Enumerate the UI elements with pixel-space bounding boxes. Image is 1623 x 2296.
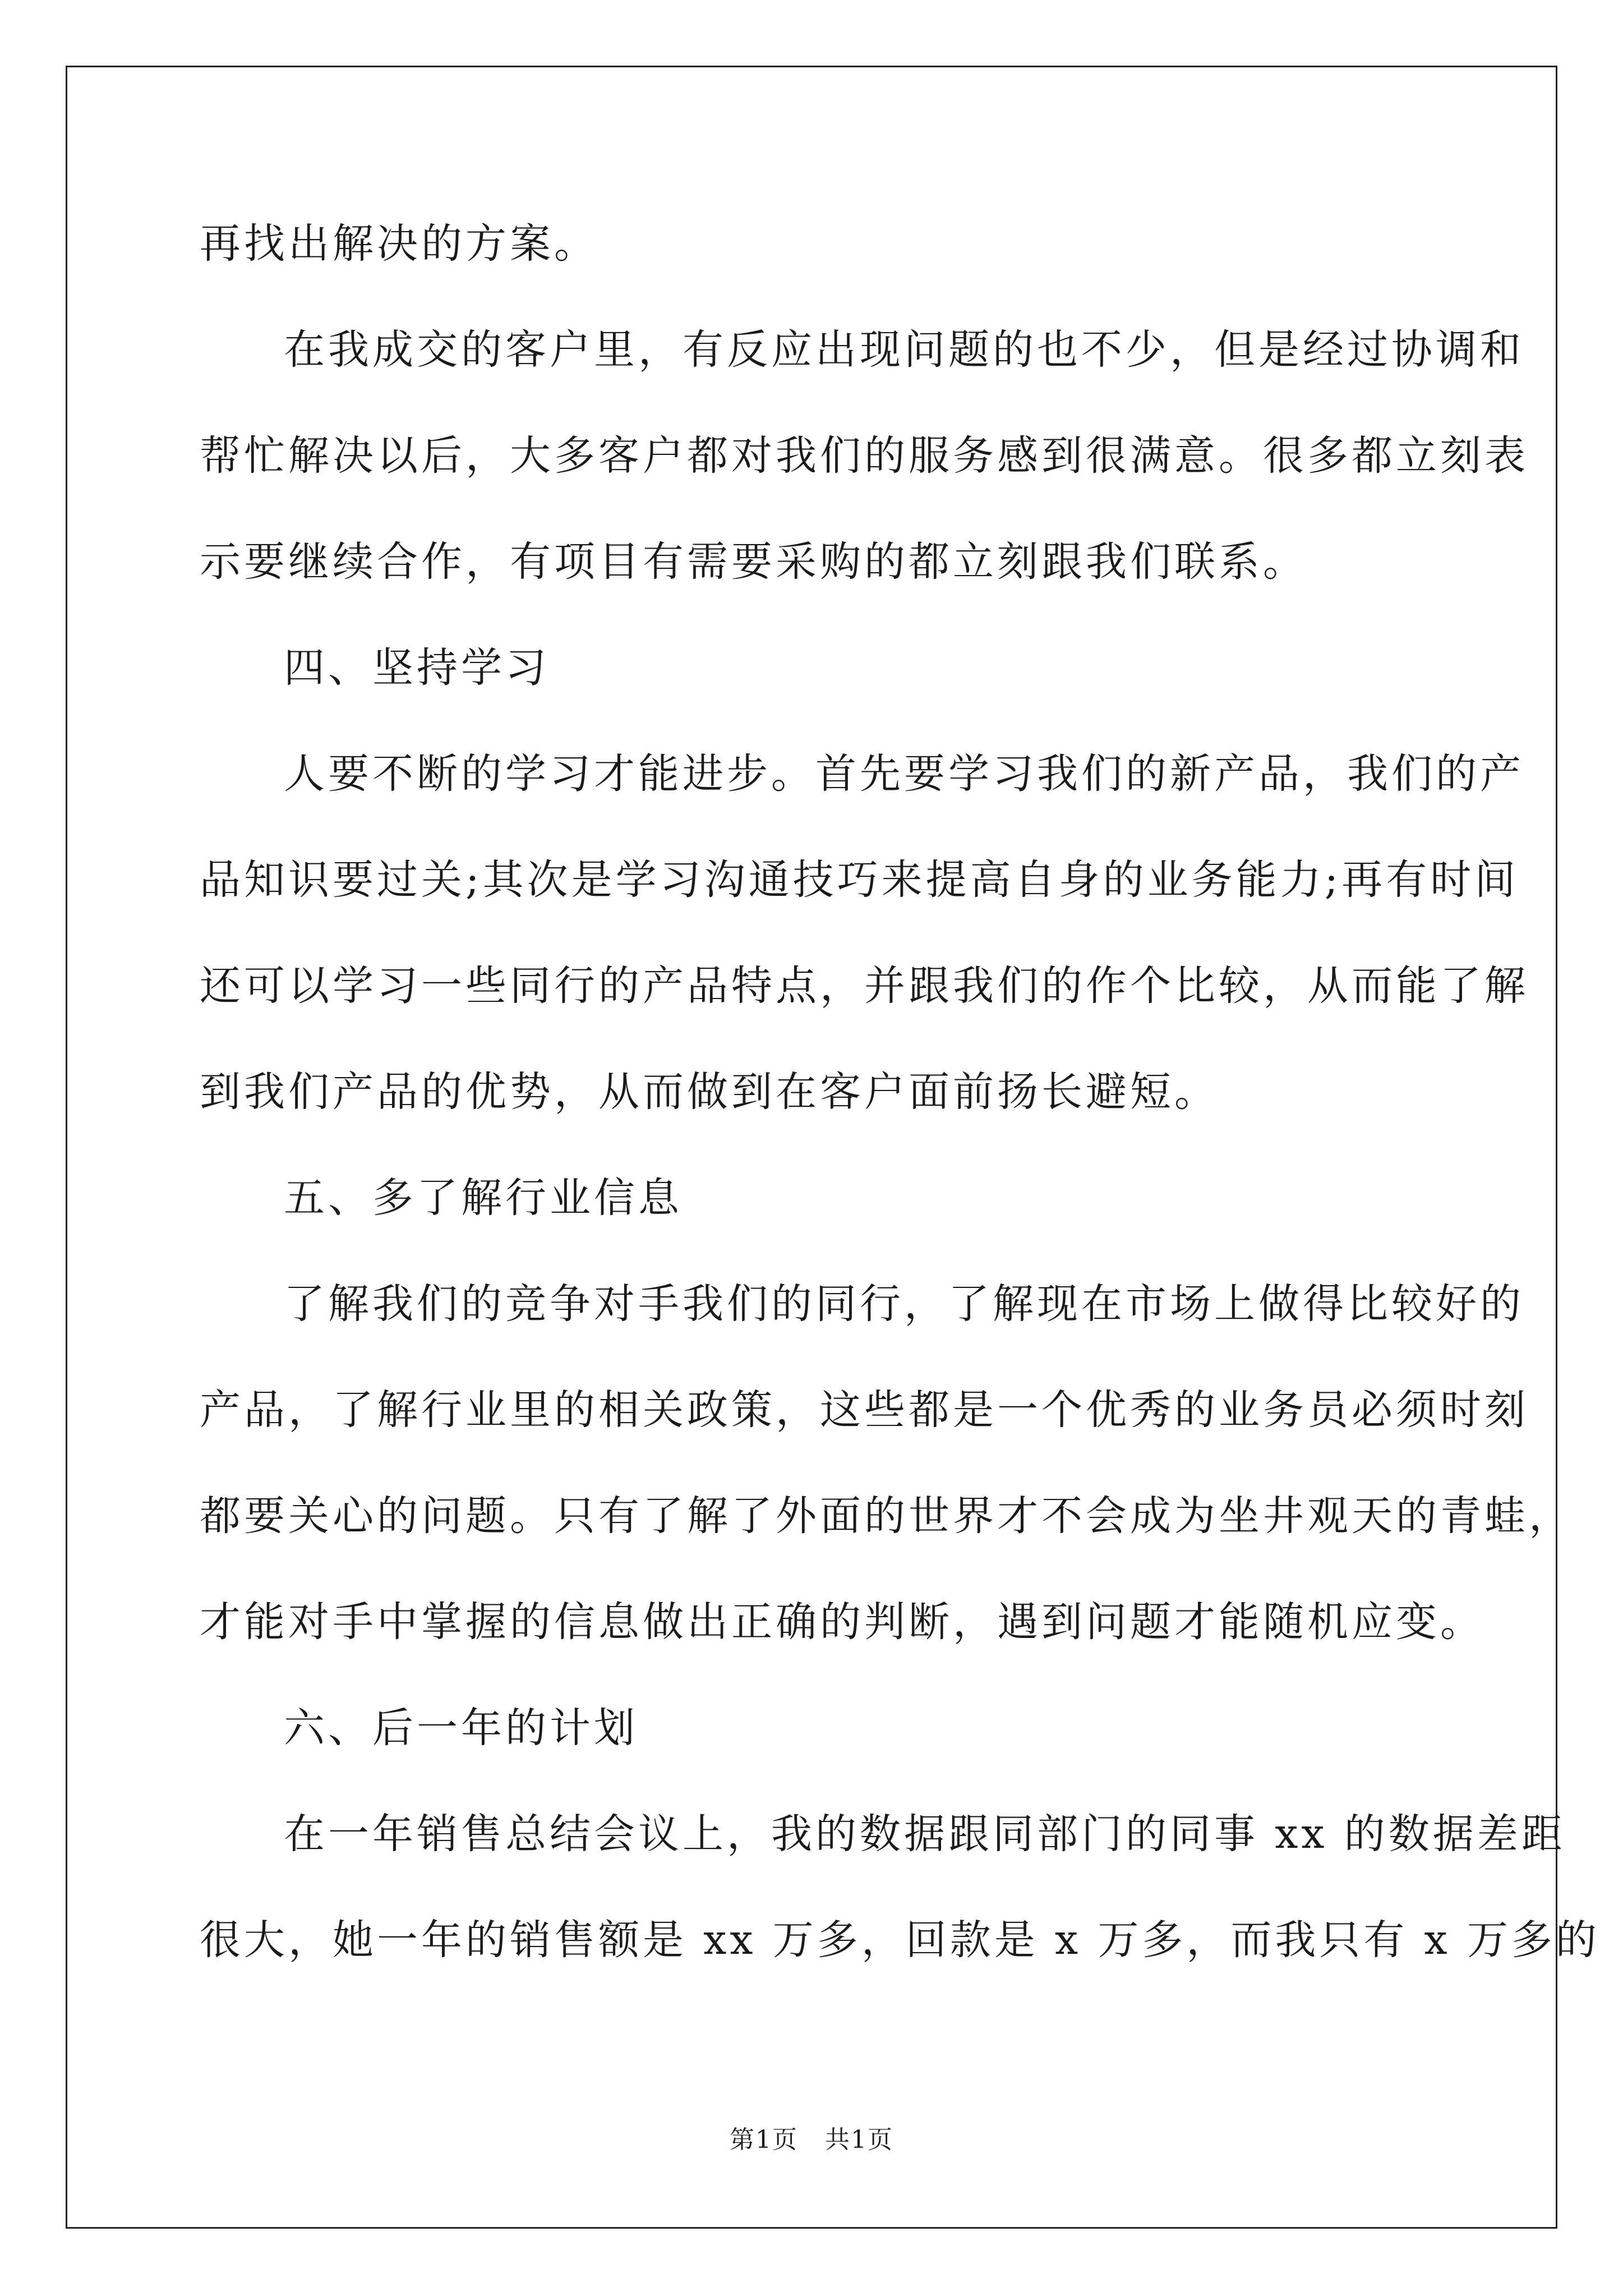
text-line: 帮忙解决以后，大多客户都对我们的服务感到很满意。很多都立刻表 <box>200 432 1529 480</box>
text-line: 示要继续合作，有项目有需要采购的都立刻跟我们联系。 <box>200 538 1307 586</box>
section-heading: 六、后一年的计划 <box>284 1704 638 1752</box>
text-line: 人要不断的学习才能进步。首先要学习我们的新产品，我们的产 <box>284 750 1524 798</box>
text-line: 品知识要过关;其次是学习沟通技巧来提高自身的业务能力;再有时间 <box>200 856 1519 904</box>
text-line: 了解我们的竞争对手我们的同行，了解现在市场上做得比较好的 <box>284 1280 1524 1328</box>
text-line: 再找出解决的方案。 <box>200 220 598 268</box>
text-line: 都要关心的问题。只有了解了外面的世界才不会成为坐井观天的青蛙， <box>200 1492 1573 1540</box>
text-line: 到我们产品的优势，从而做到在客户面前扬长避短。 <box>200 1068 1219 1116</box>
text-line: 在一年销售总结会议上，我的数据跟同部门的同事 xx 的数据差距 <box>284 1810 1566 1858</box>
text-line: 产品，了解行业里的相关政策，这些都是一个优秀的业务员必须时刻 <box>200 1386 1529 1434</box>
document-body <box>200 191 1600 1993</box>
text-line: 很大，她一年的销售额是 xx 万多，回款是 x 万多，而我只有 x 万多的 <box>200 1916 1600 1964</box>
text-line: 在我成交的客户里，有反应出现问题的也不少，但是经过协调和 <box>284 326 1524 374</box>
page-number-footer: 第1页 共1页 <box>730 2125 893 2154</box>
section-heading: 五、多了解行业信息 <box>284 1174 683 1222</box>
text-line: 才能对手中掌握的信息做出正确的判断，遇到问题才能随机应变。 <box>200 1598 1484 1646</box>
text-line: 还可以学习一些同行的产品特点，并跟我们的作个比较，从而能了解 <box>200 962 1529 1010</box>
section-heading: 四、坚持学习 <box>284 644 550 692</box>
